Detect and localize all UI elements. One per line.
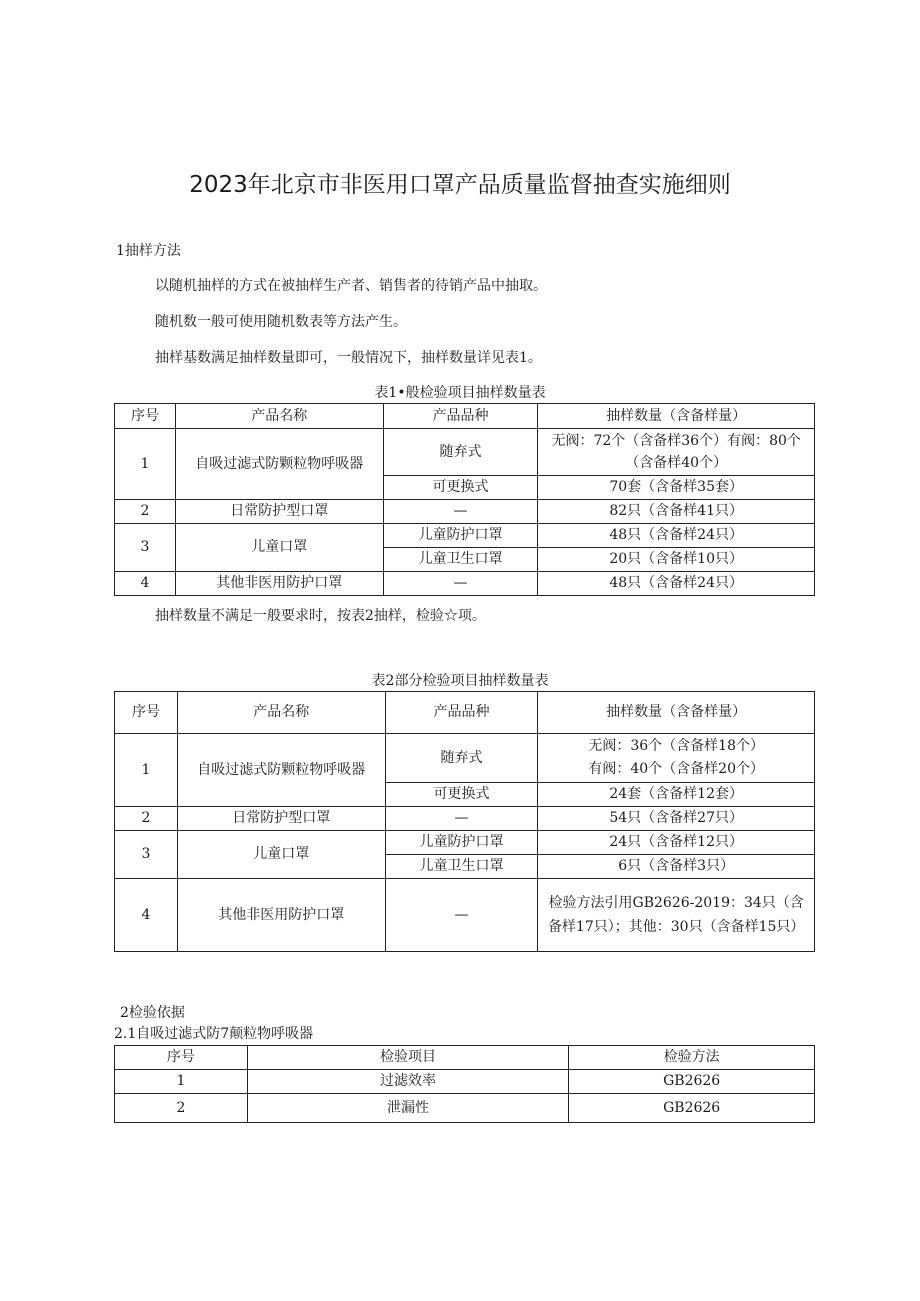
product-type: — <box>383 572 538 596</box>
header-cell: 产品名称 <box>177 692 385 734</box>
table2-caption: 表2部分检验项目抽样数量表 <box>371 673 549 689</box>
header-cell: 产品名称 <box>175 404 383 429</box>
product-type: 儿童卫生口罩 <box>383 548 538 572</box>
product-name: 其他非医用防护口罩 <box>177 879 385 952</box>
sampling-table-1 <box>114 403 815 596</box>
table-row <box>115 1094 815 1123</box>
header-cell: 序号 <box>115 1046 248 1070</box>
paragraph-2: 随机数一般可使用随机数表等方法产生。 <box>155 314 407 330</box>
header-cell: 抽样数量（含备样量） <box>538 404 815 429</box>
sample-qty: 6只（含备样3只） <box>538 855 815 879</box>
header-cell: 抽样数量（含备样量） <box>538 692 815 734</box>
page-title: 2023年北京市非医用口罩产品质量监督抽查实施细则 <box>189 172 731 198</box>
table-header-row <box>115 1046 815 1070</box>
row-number: 1 <box>115 1070 248 1094</box>
section2-heading: 2检验依据 <box>120 1005 185 1021</box>
paragraph-3: 抽样基数满足抽样数量即可，一般情况下，抽样数量详见表1。 <box>155 350 542 366</box>
table-row <box>115 807 815 831</box>
product-type: 儿童卫生口罩 <box>385 855 538 879</box>
section2-subheading: 2.1自吸过滤式防7颠粒物呼吸器 <box>114 1026 314 1042</box>
product-name: 自吸过滤式防颗粒物呼吸器 <box>175 429 383 500</box>
sampling-table-2 <box>114 691 815 952</box>
inspection-table <box>114 1045 815 1123</box>
header-cell: 检验方法 <box>569 1046 815 1070</box>
product-name: 儿童口罩 <box>175 524 383 572</box>
table-row <box>115 879 815 952</box>
sample-qty: 无阀：36个（含备样18个） 有阀：40个（含备样20个） <box>538 734 815 783</box>
paragraph-1: 以随机抽样的方式在被抽样生产者、销售者的待销产品中抽取。 <box>155 278 547 294</box>
row-number: 2 <box>115 807 178 831</box>
row-number: 2 <box>115 500 176 524</box>
row-number: 1 <box>115 734 178 807</box>
product-type: 随弃式 <box>383 429 538 476</box>
sample-qty: 20只（含备样10只） <box>538 548 815 572</box>
product-type: 随弃式 <box>385 734 538 783</box>
product-type: 可更换式 <box>385 783 538 807</box>
product-name: 其他非医用防护口罩 <box>175 572 383 596</box>
section1-heading: 1抽样方法 <box>116 243 181 259</box>
product-name: 日常防护型口罩 <box>177 807 385 831</box>
product-type: — <box>383 500 538 524</box>
table-row <box>115 572 815 596</box>
product-type: — <box>385 879 538 952</box>
table-row <box>115 429 815 476</box>
table1-note: 抽样数量不满足一般要求时，按表2抽样，检验☆项。 <box>155 608 486 624</box>
product-name: 自吸过滤式防颗粒物呼吸器 <box>177 734 385 807</box>
inspection-item: 过滤效率 <box>247 1070 568 1094</box>
table-header-row <box>115 404 815 429</box>
table-row <box>115 1070 815 1094</box>
product-type: 儿童防护口罩 <box>383 524 538 548</box>
table-row <box>115 500 815 524</box>
sample-qty: 24只（含备样12只） <box>538 831 815 855</box>
row-number: 2 <box>115 1094 248 1123</box>
inspection-item: 泄漏性 <box>247 1094 568 1123</box>
table-row <box>115 734 815 783</box>
header-cell: 序号 <box>115 404 176 429</box>
row-number: 4 <box>115 572 176 596</box>
header-cell: 产品品种 <box>383 404 538 429</box>
table-row <box>115 524 815 548</box>
sample-qty: 48只（含备样24只） <box>538 572 815 596</box>
sample-qty: 检验方法引用GB2626-2019：34只（含备样17只）；其他：30只（含备样15只） <box>538 879 815 952</box>
table-row <box>115 831 815 855</box>
product-type: — <box>385 807 538 831</box>
row-number: 3 <box>115 524 176 572</box>
table-header-row <box>115 692 815 734</box>
sample-qty: 48只（含备样24只） <box>538 524 815 548</box>
product-name: 日常防护型口罩 <box>175 500 383 524</box>
sample-qty: 82只（含备样41只） <box>538 500 815 524</box>
product-type: 儿童防护口罩 <box>385 831 538 855</box>
header-cell: 检验项目 <box>247 1046 568 1070</box>
inspection-method: GB2626 <box>569 1070 815 1094</box>
product-type: 可更换式 <box>383 476 538 500</box>
sample-qty: 24套（含备样12套） <box>538 783 815 807</box>
row-number: 1 <box>115 429 176 500</box>
product-name: 儿童口罩 <box>177 831 385 879</box>
row-number: 4 <box>115 879 178 952</box>
table1-caption: 表1•般检验项目抽样数量表 <box>374 385 546 401</box>
header-cell: 产品品种 <box>385 692 538 734</box>
sample-qty: 70套（含备样35套） <box>538 476 815 500</box>
sample-qty: 54只（含备样27只） <box>538 807 815 831</box>
row-number: 3 <box>115 831 178 879</box>
inspection-method: GB2626 <box>569 1094 815 1123</box>
header-cell: 序号 <box>115 692 178 734</box>
sample-qty: 无阀：72个（含备样36个）有阀：80个（含备样40个） <box>538 429 815 476</box>
